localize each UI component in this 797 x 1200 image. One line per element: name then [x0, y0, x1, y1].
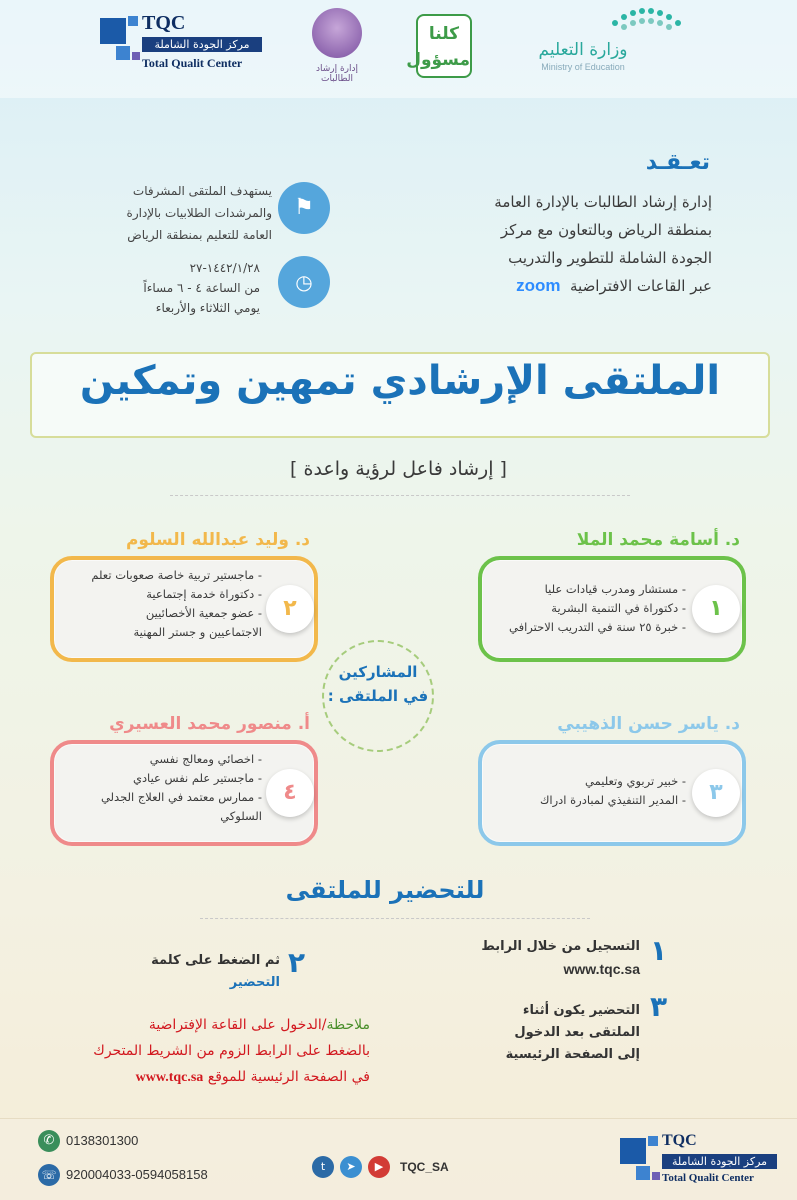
divider — [200, 918, 590, 919]
kulluna-line2: مسؤول — [406, 50, 470, 70]
note-text: في الصفحة الرئيسية للموقع — [207, 1069, 370, 1085]
bio-item: - ماجستير تربية خاصة صعوبات تعلم — [91, 568, 262, 582]
step-line: الملتقى بعد الدخول — [514, 1025, 640, 1040]
participants-line: في الملتقى : — [327, 687, 429, 705]
twitter-icon[interactable]: t — [312, 1156, 334, 1178]
moe-name: وزارة التعليم — [538, 40, 628, 60]
bio-item: - دكتوراة في التنمية البشرية — [551, 601, 686, 615]
tqc-logo-footer — [620, 1132, 790, 1192]
speaker-2-bio — [62, 566, 262, 642]
speaker-3-card — [478, 740, 746, 846]
target-line: يستهدف الملتقى المشرفات — [132, 184, 272, 198]
step-1-number: ١ — [650, 934, 668, 967]
note-line — [30, 1012, 370, 1038]
bio-item: - دكتوراة خدمة إجتماعية — [146, 587, 262, 601]
phone-numbers[interactable]: 920004033-0594058158 — [66, 1167, 208, 1182]
speaker-4-number: ٤ — [266, 769, 314, 817]
tqc-arabic-name: مركز الجودة الشاملة — [662, 1154, 777, 1169]
prep-heading: للتحضير للملتقى — [285, 876, 485, 904]
tqc-logo-top — [100, 12, 270, 72]
divider — [170, 495, 630, 496]
bio-item: - خبير تربوي وتعليمي — [584, 774, 686, 788]
student-guidance-logo — [302, 8, 372, 88]
social-handle[interactable]: TQC_SA — [400, 1160, 449, 1174]
organizer-line: الجودة الشاملة للتطوير والتدريب — [508, 249, 712, 267]
speaker-4-bio — [62, 750, 262, 826]
speaker-2-card — [50, 556, 318, 662]
site-link[interactable]: www.tqc.sa — [135, 1070, 204, 1085]
date-line: ١٤٤٢/١/٢٨-٢٧ — [189, 261, 260, 275]
phone-row — [38, 1164, 278, 1188]
whatsapp-number[interactable]: 0138301300 — [66, 1133, 139, 1148]
organizer-line: بمنطقة الرياض وبالتعاون مع مركز — [500, 221, 712, 239]
tqc-word: TQC — [142, 12, 186, 34]
speaker-4-name: أ. منصور محمد العسيري — [109, 714, 310, 734]
step-line: التسجيل من خلال الرابط — [481, 939, 640, 954]
moe-logo-mark — [612, 6, 682, 36]
participants-label — [322, 660, 434, 708]
kulluna-line1: كلنا — [428, 24, 460, 44]
event-date-time — [110, 258, 260, 318]
telegram-icon[interactable]: ➤ — [340, 1156, 362, 1178]
speaker-1-card — [478, 556, 746, 662]
date-line: من الساعة ٤ - ٦ مساءاً — [143, 281, 260, 295]
note-text: /الدخول على القاعة الإفتراضية — [148, 1017, 327, 1033]
whatsapp-row — [38, 1130, 238, 1154]
step-2-text — [110, 950, 280, 994]
bio-item: - ماجستير علم نفس عيادي — [132, 771, 262, 785]
subtitle: [ إرشاد فاعل لرؤية واعدة ] — [290, 458, 507, 480]
bio-item: - المدير التنفيذي لمبادرة ادراك — [539, 793, 686, 807]
whatsapp-icon[interactable]: ✆ — [38, 1130, 60, 1152]
speaker-3-number: ٣ — [692, 769, 740, 817]
tqc-word: TQC — [662, 1132, 697, 1149]
speaker-1-name: د. أسامة محمد الملا — [576, 530, 740, 550]
bio-item: - عضو جمعية الأخصائيين — [145, 606, 262, 620]
date-line: يومي الثلاثاء والأربعاء — [155, 301, 260, 315]
step-line: ثم الضغط على كلمة — [151, 953, 280, 968]
register-link[interactable]: www.tqc.sa — [563, 961, 640, 977]
page-title: الملتقى الإرشادي تمهين وتمكين — [79, 358, 721, 404]
tqc-english-name: Total Qualit Center — [662, 1172, 754, 1184]
speaker-2-number: ٢ — [266, 585, 314, 633]
step-line: التحضير يكون أثناء — [522, 1003, 640, 1018]
target-line: العامة للتعليم بمنطقة الرياض — [127, 228, 272, 242]
tqc-english-name: Total Qualit Center — [142, 56, 243, 70]
guidance-emblem-icon — [312, 8, 362, 58]
target-audience — [60, 180, 272, 246]
note-label: ملاحظة — [326, 1017, 370, 1033]
note-line — [30, 1064, 370, 1091]
bio-item: السلوكي — [220, 809, 262, 823]
flag-icon: ⚑ — [278, 182, 330, 234]
participants-line: المشاركين — [338, 663, 418, 681]
youtube-icon[interactable]: ▶ — [368, 1156, 390, 1178]
bio-item: - ممارس معتمد في العلاج الجدلي — [100, 790, 262, 804]
prepare-link[interactable]: التحضير — [229, 975, 280, 990]
speaker-4-card — [50, 740, 318, 846]
organizer-line: إدارة إرشاد الطالبات بالإدارة العامة — [494, 193, 712, 211]
step-2-number: ٢ — [288, 946, 306, 979]
note — [30, 1012, 370, 1091]
step-line: إلى الصفحة الرئيسية — [505, 1047, 640, 1062]
speaker-3-bio — [490, 772, 686, 810]
tqc-arabic-name: مركز الجودة الشاملة — [142, 37, 262, 52]
speaker-1-bio — [490, 580, 686, 637]
speaker-1-number: ١ — [692, 585, 740, 633]
bio-item: الاجتماعيين و جستر المهنية — [133, 625, 262, 639]
step-3-number: ٣ — [650, 990, 668, 1023]
calendar-clock-icon: ◷ — [278, 256, 330, 308]
zoom-logo: zoom — [516, 276, 561, 295]
social-icons — [312, 1156, 394, 1180]
note-line: بالضغط على الرابط الزوم من الشريط المتحرك — [93, 1043, 370, 1059]
organizer-line — [420, 272, 712, 300]
organizer-description — [420, 188, 712, 300]
step-3-text — [430, 1000, 640, 1066]
organizes-heading: تعـقـد — [645, 150, 710, 175]
guidance-logo-text: إدارة إرشاد الطالبات — [315, 64, 359, 84]
speaker-3-name: د. ياسر حسن الذهيبي — [557, 714, 740, 734]
bio-item: - اخصائي ومعالج نفسي — [149, 752, 262, 766]
bio-item: - مستشار ومدرب قيادات عليا — [544, 582, 686, 596]
speaker-2-name: د. وليد عبدالله السلوم — [125, 530, 310, 550]
moe-subtitle: Ministry of Education — [541, 62, 625, 72]
step-1-text — [430, 936, 640, 980]
bio-item: - خبرة ٢٥ سنة في التدريب الاحترافي — [509, 620, 686, 634]
phone-icon[interactable]: ☏ — [38, 1164, 60, 1186]
target-line: والمرشدات الطلابيات بالإدارة — [126, 206, 272, 220]
organizer-line-text: عبر القاعات الافتراضية — [570, 277, 712, 295]
kulluna-masoul-logo — [406, 14, 472, 78]
